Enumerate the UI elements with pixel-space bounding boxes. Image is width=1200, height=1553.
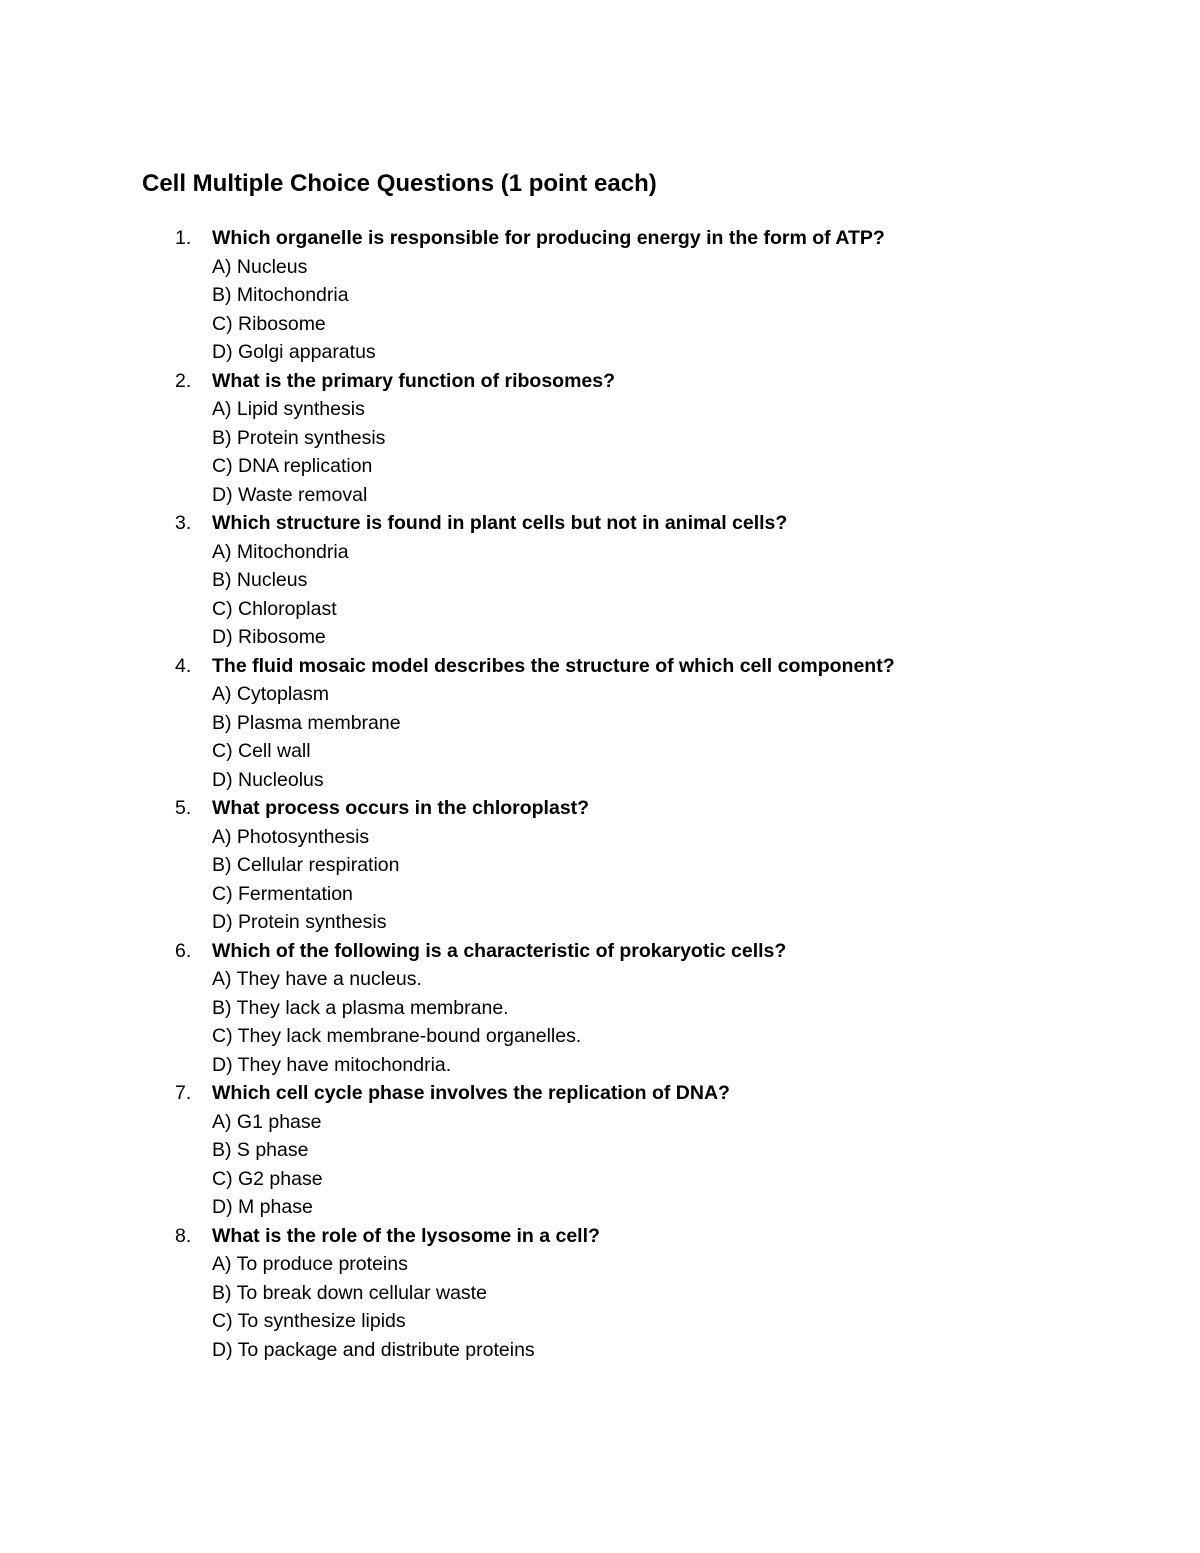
answer-option: C) Ribosome (212, 312, 326, 335)
answer-option: B) Protein synthesis (212, 426, 386, 449)
answer-option: D) Protein synthesis (212, 911, 387, 933)
question-text: Which structure is found in plant cells but not in animal cells? (212, 512, 788, 534)
question-item (0, 652, 1200, 795)
answer-option: D) To package and distribute proteins (212, 1338, 535, 1361)
answer-option: A) G1 phase (212, 1110, 322, 1133)
answer-option: D) Nucleolus (212, 768, 324, 791)
answer-option: D) M phase (212, 1196, 313, 1218)
question-list (0, 224, 1200, 1364)
answer-option: D) Waste removal (212, 483, 368, 506)
question-text: Which of the following is a characteristic of prokaryotic cells? (212, 939, 787, 962)
answer-option: B) Nucleus (212, 569, 308, 591)
answer-option: C) Fermentation (212, 882, 353, 905)
answer-option: C) Cell wall (212, 740, 311, 762)
answer-option: A) Lipid synthesis (212, 398, 365, 420)
question-number: 7. (175, 1082, 192, 1104)
answer-option: C) They lack membrane-bound organelles. (212, 1025, 582, 1047)
question-text: What is the primary function of ribosomes? (212, 369, 616, 392)
question-item (0, 367, 1200, 510)
answer-option: C) Chloroplast (212, 597, 337, 620)
question-number: 2. (175, 369, 192, 392)
answer-option: B) S phase (212, 1139, 309, 1161)
question-text: Which cell cycle phase involves the replication of DNA? (212, 1082, 730, 1104)
question-text: The fluid mosaic model describes the structure of which cell component? (212, 654, 895, 677)
answer-option: C) To synthesize lipids (212, 1310, 406, 1332)
answer-option: A) Mitochondria (212, 540, 349, 563)
question-item (0, 1222, 1200, 1365)
question-text: What is the role of the lysosome in a cell? (212, 1224, 600, 1247)
question-number: 1. (175, 227, 192, 249)
answer-option: D) They have mitochondria. (212, 1053, 452, 1076)
question-number: 4. (175, 654, 192, 677)
question-text: Which organelle is responsible for producing energy in the form of ATP? (212, 227, 885, 249)
answer-option: A) To produce proteins (212, 1253, 408, 1275)
question-item (0, 509, 1200, 652)
answer-option: B) They lack a plasma membrane. (212, 996, 509, 1019)
answer-option: B) Cellular respiration (212, 854, 400, 876)
answer-option: C) DNA replication (212, 455, 373, 477)
page-title: Cell Multiple Choice Questions (1 point each) (142, 170, 657, 197)
answer-option: B) Plasma membrane (212, 711, 401, 734)
answer-option: B) To break down cellular waste (212, 1281, 487, 1304)
answer-option: A) They have a nucleus. (212, 968, 422, 990)
answer-option: A) Nucleus (212, 255, 308, 278)
answer-option: D) Golgi apparatus (212, 341, 376, 363)
answer-option: A) Photosynthesis (212, 825, 370, 848)
question-number: 5. (175, 797, 192, 819)
question-text: What process occurs in the chloroplast? (212, 797, 590, 819)
answer-option: A) Cytoplasm (212, 683, 330, 705)
question-item (0, 1079, 1200, 1222)
question-number: 8. (175, 1224, 192, 1247)
question-item (0, 224, 1200, 367)
question-item (0, 794, 1200, 937)
answer-option: B) Mitochondria (212, 284, 349, 306)
question-number: 3. (175, 512, 192, 534)
question-number: 6. (175, 939, 192, 962)
answer-option: D) Ribosome (212, 626, 326, 648)
question-item (0, 937, 1200, 1080)
answer-option: C) G2 phase (212, 1167, 323, 1190)
